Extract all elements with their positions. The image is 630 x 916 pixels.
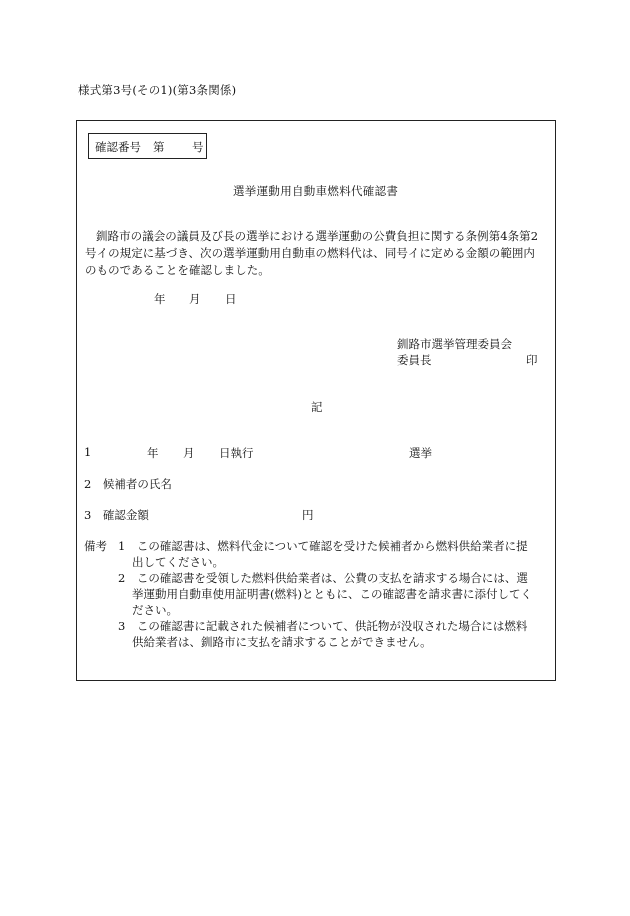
- note-line-6: 3 この確認書に記載された候補者について、供託物が没収された場合には燃料: [118, 619, 528, 633]
- note-line-7: 供給業者は、釧路市に支払を請求することができません。: [132, 635, 432, 649]
- item1-month: 月: [183, 446, 195, 460]
- item1-day-exec: 日執行: [219, 446, 254, 460]
- body-line-3: のものであることを確認しました。: [85, 263, 270, 277]
- date-day: 日: [225, 292, 237, 306]
- body-line-2: 号イの規定に基づき、次の選挙運動用自動車の燃料代は、同号イに定める金額の範囲内: [85, 246, 535, 260]
- item1-number: 1: [84, 445, 92, 459]
- seal-mark: 印: [526, 353, 538, 367]
- confirmation-number-box: [88, 133, 207, 159]
- note-line-5: ださい。: [132, 603, 178, 617]
- date-month: 月: [189, 292, 201, 306]
- confirmation-number-dai: 第: [153, 140, 165, 154]
- item1-election: 選挙: [409, 446, 432, 460]
- body-line-1: 釧路市の議会の議員及び長の選挙における選挙運動の公費負担に関する条例第4条第2: [96, 229, 539, 243]
- item2-candidate-name: 2 候補者の氏名: [84, 477, 172, 491]
- date-year: 年: [154, 292, 166, 306]
- confirmation-number-go: 号: [192, 140, 204, 154]
- body-paragraph: [85, 228, 553, 279]
- item3-amount: 3 確認金額: [84, 508, 149, 522]
- ki-heading: 記: [311, 400, 323, 414]
- confirmation-number-label: 確認番号: [95, 140, 141, 154]
- note-line-2: 出してください。: [132, 555, 224, 569]
- item3-yen: 円: [302, 508, 314, 522]
- issuer-organization: 釧路市選挙管理委員会: [397, 337, 512, 351]
- issuer-chair: 委員長: [397, 353, 432, 367]
- item1-year: 年: [147, 446, 159, 460]
- notes-heading: 備考: [84, 539, 107, 553]
- document-title: 選挙運動用自動車燃料代確認書: [233, 184, 399, 198]
- note-line-1: 1 この確認書は、燃料代金について確認を受けた候補者から燃料供給業者に提: [118, 539, 528, 553]
- form-number: 様式第3号(その1)(第3条関係): [78, 83, 237, 97]
- note-line-3: 2 この確認書を受領した燃料供給業者は、公費の支払を請求する場合には、選: [118, 571, 528, 585]
- note-line-4: 挙運動用自動車使用証明書(燃料)とともに、この確認書を請求書に添付してく: [132, 587, 532, 601]
